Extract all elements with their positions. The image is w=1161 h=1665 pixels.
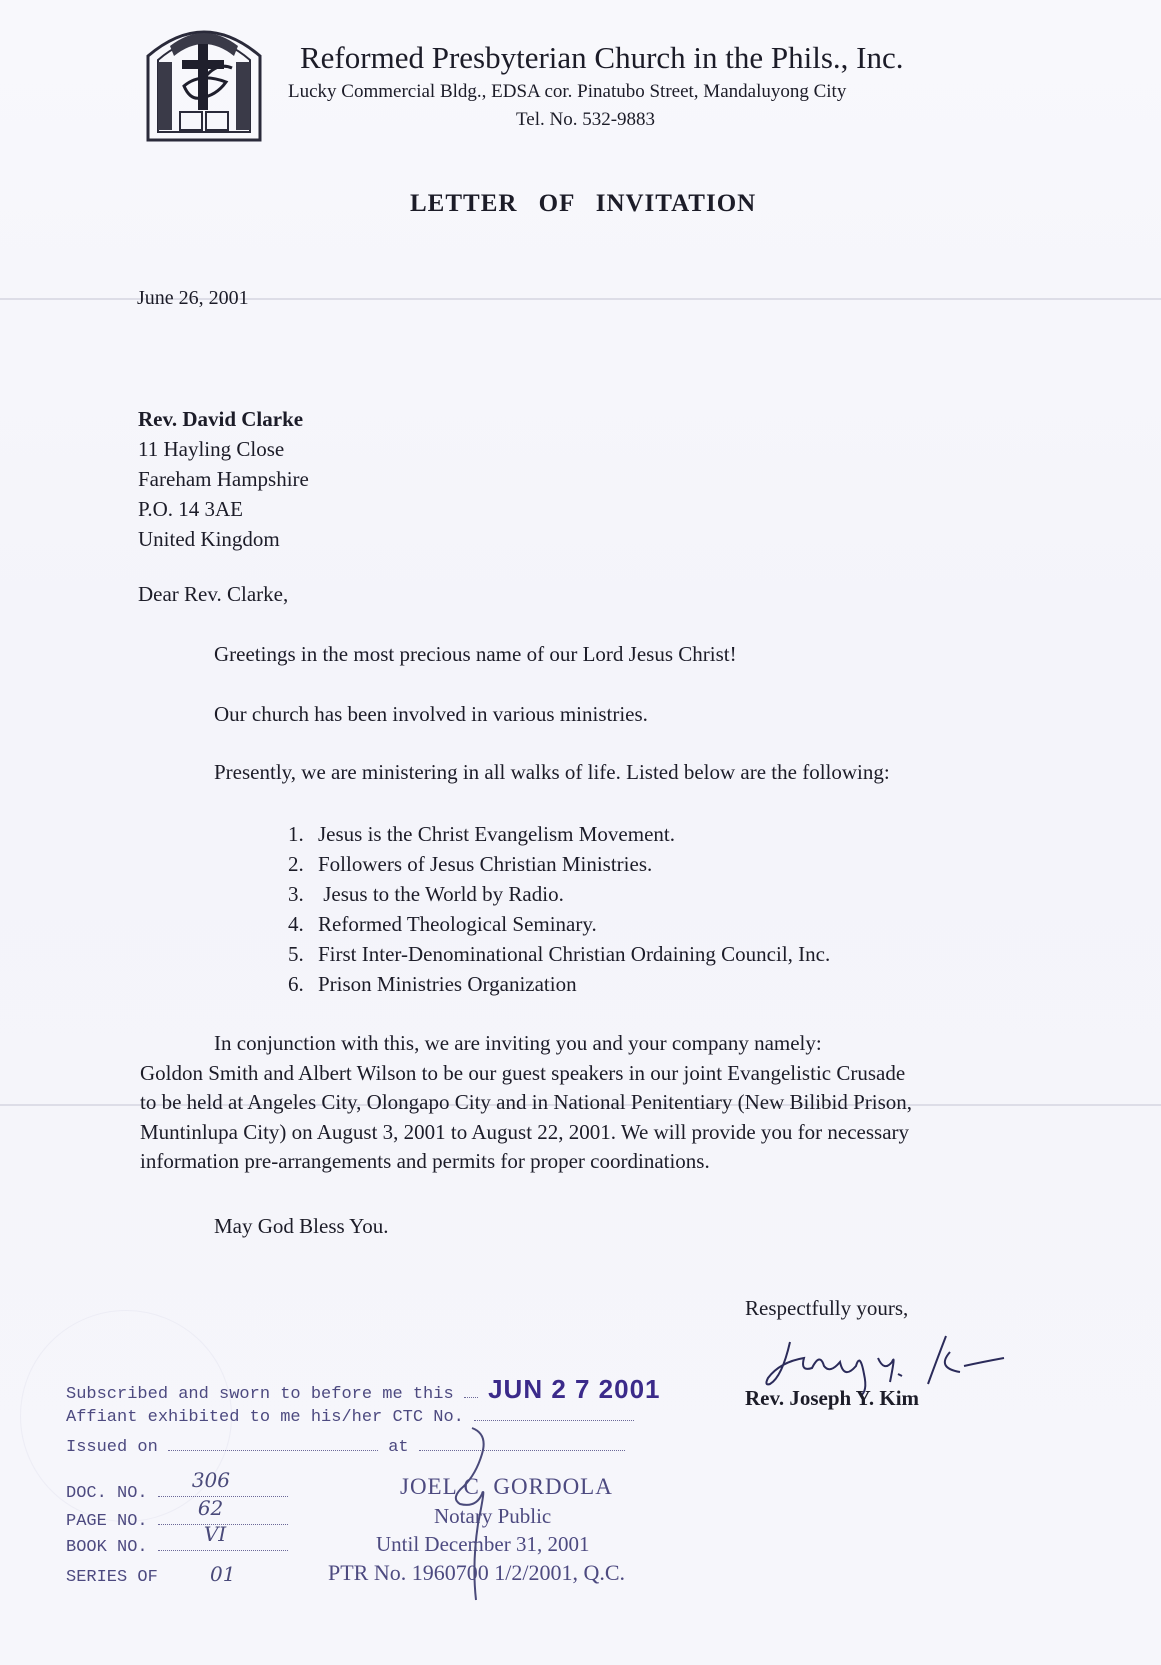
- list-item-number: 4.: [288, 912, 304, 936]
- salutation: Dear Rev. Clarke,: [138, 582, 289, 606]
- list-item-text: Jesus to the World by Radio.: [318, 882, 564, 906]
- doc-no-line: [66, 1468, 288, 1503]
- notary-name: JOEL C. GORDOLA: [400, 1474, 613, 1499]
- list-item: [288, 969, 830, 999]
- list-item-text: First Inter-Denominational Christian Ordaining Council, Inc.: [318, 942, 831, 966]
- blank-line: [464, 1383, 478, 1398]
- list-item-number: 1.: [288, 822, 304, 846]
- list-item: [288, 849, 830, 879]
- series-value: 01: [210, 1562, 236, 1586]
- letter-date: June 26, 2001: [137, 287, 249, 309]
- recipient-block: [138, 404, 309, 554]
- list-item-text: Prison Ministries Organization: [318, 972, 577, 996]
- list-item-text: Followers of Jesus Christian Ministries.: [318, 852, 653, 876]
- list-item: [288, 939, 830, 969]
- page-no-value: 62: [197, 1496, 224, 1520]
- listing-intro-paragraph: Presently, we are ministering in all walks of life. Listed below are the following:: [214, 760, 890, 784]
- list-item-number: 2.: [288, 852, 304, 876]
- list-item-text: Reformed Theological Seminary.: [318, 912, 597, 936]
- involvement-paragraph: Our church has been involved in various ministries.: [214, 702, 648, 726]
- list-item-number: 3.: [288, 882, 304, 906]
- list-item: [288, 909, 830, 939]
- church-seal-icon: [140, 16, 268, 148]
- notary-until: Until December 31, 2001: [376, 1532, 590, 1556]
- blessing: May God Bless You.: [214, 1214, 389, 1238]
- invitation-line: Goldon Smith and Albert Wilson to be our guest speakers in our joint Evangelistic Crusade: [140, 1060, 906, 1085]
- list-item: [288, 819, 830, 849]
- page-no-line: [66, 1496, 288, 1531]
- invitation-line: In conjunction with this, we are inviting you and your company namely:: [214, 1031, 822, 1055]
- greeting-paragraph: Greetings in the most precious name of our Lord Jesus Christ!: [214, 642, 737, 666]
- issued-line: [66, 1436, 625, 1457]
- organization-name: Reformed Presbyterian Church in the Phils., Inc.: [300, 40, 904, 75]
- page-no-label: PAGE NO.: [66, 1512, 148, 1531]
- blank-line: [474, 1406, 634, 1421]
- recipient-address-line: United Kingdom: [138, 527, 280, 551]
- doc-no-label: DOC. NO.: [66, 1484, 148, 1503]
- list-item-number: 5.: [288, 942, 304, 966]
- doc-no-field: [158, 1468, 288, 1497]
- subscribed-line: [66, 1374, 661, 1405]
- book-no-field: [158, 1522, 288, 1551]
- series-line: [66, 1562, 235, 1587]
- blank-line: [168, 1436, 378, 1451]
- closing: Respectfully yours,: [745, 1296, 909, 1320]
- book-no-line: [66, 1522, 288, 1557]
- affiant-label: Affiant exhibited to me his/her CTC No.: [66, 1408, 464, 1427]
- recipient-address-line: P.O. 14 3AE: [138, 497, 244, 521]
- recipient-name: Rev. David Clarke: [138, 407, 304, 431]
- invitation-line: to be held at Angeles City, Olongapo City and in National Penitentiary (New Bilibid Prison,: [140, 1090, 913, 1114]
- signer-name: Rev. Joseph Y. Kim: [745, 1386, 920, 1410]
- book-no-value: VI: [203, 1522, 227, 1546]
- notary-title: Notary Public: [434, 1504, 552, 1528]
- issued-on-label: Issued on: [66, 1438, 158, 1457]
- invitation-paragraph: [140, 1029, 1100, 1177]
- organization-telephone: Tel. No. 532-9883: [516, 109, 656, 130]
- affiant-line: [66, 1406, 634, 1427]
- doc-no-value: 306: [191, 1468, 231, 1492]
- notary-ptr: PTR No. 1960700 1/2/2001, Q.C.: [328, 1560, 626, 1585]
- list-item-text: Jesus is the Christ Evangelism Movement.: [318, 822, 675, 846]
- organization-address: Lucky Commercial Bldg., EDSA cor. Pinatubo Street, Mandaluyong City: [288, 81, 847, 102]
- invitation-line: information pre-arrangements and permits for proper coordinations.: [140, 1149, 710, 1173]
- book-no-label: BOOK NO.: [66, 1538, 148, 1557]
- list-item-number: 6.: [288, 972, 304, 996]
- notary-stamp: [66, 1364, 746, 1604]
- at-label: at: [388, 1438, 409, 1457]
- ministries-list: [288, 819, 830, 999]
- document-title: LETTER OF INVITATION: [410, 190, 757, 217]
- recipient-address-line: 11 Hayling Close: [138, 437, 285, 461]
- list-item: [288, 879, 830, 909]
- invitation-line: Muntinlupa City) on August 3, 2001 to August 22, 2001. We will provide you for necessary: [140, 1119, 910, 1144]
- recipient-address-line: Fareham Hampshire: [138, 467, 309, 491]
- subscribed-label: Subscribed and sworn to before me this: [66, 1385, 454, 1404]
- stamp-date: JUN 2 7 2001: [488, 1374, 661, 1404]
- notary-signature-mark: [442, 1424, 502, 1604]
- series-label: SERIES OF: [66, 1568, 158, 1587]
